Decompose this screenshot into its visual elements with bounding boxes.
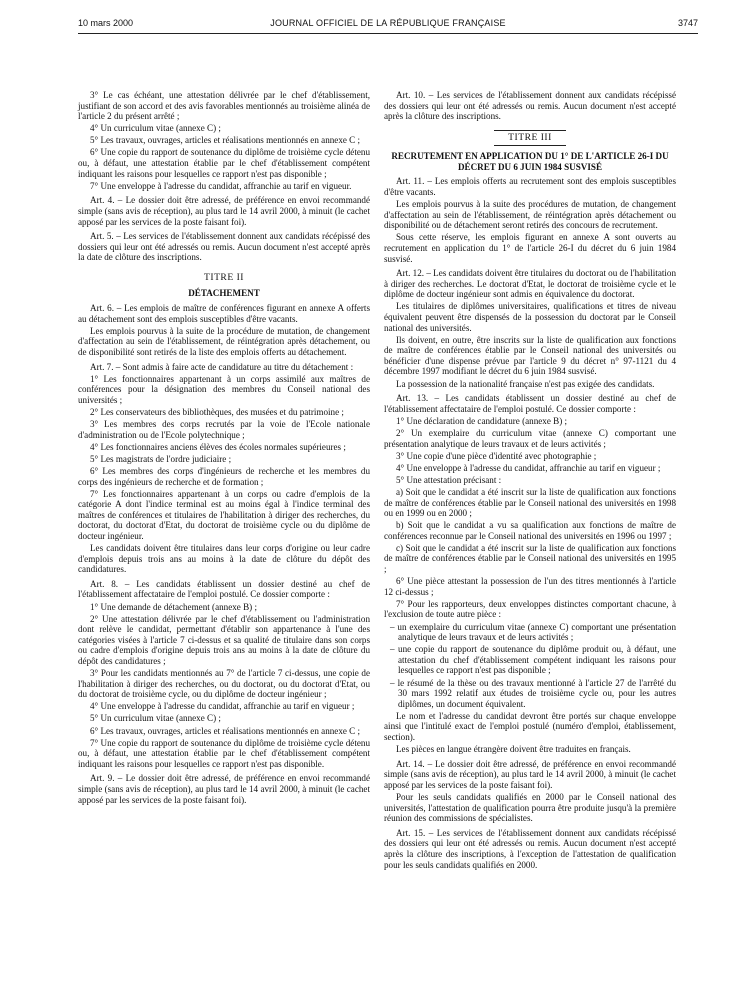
article-10: Art. 10. – Les services de l'établissement donnent aux candidats récépissé des dossiers qui leur ont été adressés ou remis. Aucun document n'est accepté après la clôture des inscriptions.: [384, 90, 676, 122]
paragraph: 1° Les fonctionnaires appartenant à un corps assimilé aux maîtres de conférences pour la désignation des membres du Conseil national des universités ;: [78, 373, 370, 405]
paragraph: a) Soit que le candidat a été inscrit sur la liste de qualification aux fonctions de maître de conférences établie par le Conseil national des universités en 1998 ou en 1999 ou en 2000 ;: [384, 486, 676, 519]
paragraph: 1° Une demande de détachement (annexe B) ;: [90, 601, 257, 612]
article-9: Art. 9. – Le dossier doit être adressé, de préférence en envoi recommandé simple (sans avis de réception), au plus tard le 14 avril 2000, à minuit (le cachet apposé par les services de la poste faisant foi).: [78, 773, 370, 805]
paragraph: 2° Un exemplaire du curriculum vitae (annexe C) comportant une présentation analytique de leurs travaux et de leurs activités ;: [384, 427, 676, 449]
right-column: [384, 90, 676, 872]
list-item: – le résumé de la thèse ou des travaux mentionné à l'article 27 de l'arrêté du 30 mars 1992 relatif aux études de troisième cycle ou, pour les autres diplômes, un document équivalent.: [390, 677, 676, 709]
article-7: Art. 7. – Sont admis à faire acte de candidature au titre du détachement :: [90, 361, 354, 372]
article-8: Art. 8. – Les candidats établissent un dossier destiné au chef de l'établissement affectataire de l'emploi postulé. Ce dossier comporte :: [78, 578, 370, 600]
article-5: Art. 5. – Les services de l'établissement donnent aux candidats récépissé des dossiers qui leur ont été adressés ou remis. Aucun document n'est accepté après la date de clôture des inscriptions.: [78, 231, 370, 263]
article-13: Art. 13. – Les candidats établissent un dossier destiné au chef de l'établissement affectataire de l'emploi postulé. Ce dossier comporte :: [384, 393, 676, 414]
header-page-number: 3747: [677, 18, 698, 28]
list-item: – une copie du rapport de soutenance du diplôme produit ou, à défaut, une attestation du chef d'établissement compétent indiquant les raisons pour lesquelles ce rapport n'est pas disponible ;: [390, 644, 676, 676]
article-12: Art. 12. – Les candidats doivent être titulaires du doctorat ou de l'habilitation à diriger des recherches. Le doctorat d'Etat, le doctorat de troisième cycle et le diplôme de docteur ingénieur sont admis en équivalence du doctorat.: [384, 268, 676, 300]
paragraph: Pour les seuls candidats qualifiés en 2000 par le Conseil national des universités, l'attestation de qualification pourra être produite jusqu'à la première réunion des commissions de spécialistes.: [384, 791, 676, 824]
paragraph: 3° Le cas échéant, une attestation délivrée par le chef d'établissement, justifiant de son accord et des avis favorables mentionnés au troisième alinéa de l'article 2 du présent arrêté ;: [78, 90, 370, 122]
paragraph: 5° Les travaux, ouvrages, articles et réalisations mentionnés en annexe C ;: [90, 135, 361, 146]
paragraph: 2° Une attestation délivrée par le chef d'établissement ou l'administration dont relève le candidat, permettant d'établir son appartenance à l'une des catégories visées à l'article 7 ci-dessus et sa qualité de titulaire dans son corps ou cadre d'emplois d'origine depuis trois ans au moins à la date de clôture du dépôt des candidatures ;: [78, 613, 370, 666]
paragraph: 6° Une copie du rapport de soutenance du diplôme de troisième cycle détenu ou, à défaut, une attestation établie par le chef d'établissement compétent indiquant les raisons pour lesquelles ce rapport n'est pas disponible ;: [78, 147, 370, 179]
header-date: 10 mars 2000: [78, 18, 134, 28]
article-11: Art. 11. – Les emplois offerts au recrutement sont des emplois susceptibles d'être vacants.: [384, 176, 676, 197]
paragraph: 3° Pour les candidats mentionnés au 7° de l'article 7 ci-dessus, une copie de l'habilitation à diriger des recherches, ou du doctorat, ou du doctorat d'Etat, ou du doctorat de troisième cycle, ou du diplôme de docteur ingénieur ;: [78, 668, 370, 700]
paragraph: Les candidats doivent être titulaires dans leur corps d'origine ou leur cadre d'emplois depuis trois ans au moins à la date de clôture du dépôt des candidatures.: [78, 543, 370, 575]
paragraph: 6° Les travaux, ouvrages, articles et réalisations mentionnés en annexe C ;: [90, 725, 361, 736]
paragraph: Ils doivent, en outre, être inscrits sur la liste de qualification aux fonctions de maître de conférences établie par le Conseil national des universités ou bénéficier d'une dispense prévue par l'article 9 du décret n° 97-1121 du 4 décembre 1997 modifiant le décret du 6 juin 1984 susvisé.: [384, 334, 676, 377]
titre-ii: TITRE II: [204, 271, 244, 283]
article-4: Art. 4. – Le dossier doit être adressé, de préférence en envoi recommandé simple (sans avis de réception), au plus tard le 14 avril 2000, à minuit (le cachet apposé par les services de la poste faisant foi).: [78, 195, 370, 227]
paragraph: b) Soit que le candidat a vu sa qualification aux fonctions de maître de conférences reconnue par le Conseil national des universités en 1996 ou 1997 ;: [384, 520, 676, 541]
header-journal-title: JOURNAL OFFICIEL DE LA RÉPUBLIQUE FRANÇAISE: [270, 18, 506, 28]
left-column: [78, 90, 370, 807]
page-header: [78, 15, 698, 34]
paragraph: 4° Un curriculum vitae (annexe C) ;: [90, 123, 221, 134]
section-recrutement: RECRUTEMENT EN APPLICATION DU 1° DE L'ARTICLE 26-I DU DÉCRET DU 6 JUIN 1984 SUSVISÉ: [391, 151, 669, 172]
paragraph: Les pièces en langue étrangère doivent être traduites en français.: [396, 744, 631, 755]
paragraph: 1° Une déclaration de candidature (annexe B) ;: [396, 415, 568, 426]
paragraph: 3° Une copie d'une pièce d'identité avec photographie ;: [396, 450, 597, 461]
paragraph: 3° Les membres des corps recrutés par la voie de l'Ecole nationale d'administration ou de l'Ecole polytechnique ;: [78, 419, 370, 440]
paragraph: 4° Les fonctionnaires anciens élèves des écoles normales supérieures ;: [90, 441, 346, 452]
article-15: Art. 15. – Les services de l'établissement donnent aux candidats récépissé des dossiers qui leur ont été adressés ou remis. Aucun document n'est accepté après la clôture des inscriptions, à l'exception de l'attestation de qualification pour les seuls candidats qualifiés en 2000.: [384, 827, 676, 870]
paragraph: 4° Une enveloppe à l'adresse du candidat, affranchie au tarif en vigueur ;: [396, 462, 661, 473]
list-item: – un exemplaire du curriculum vitae (annexe C) comportant une présentation analytique de leurs travaux et de leurs activités ;: [390, 621, 676, 643]
paragraph: 6° Les membres des corps d'ingénieurs de recherche et les membres du corps des ingénieurs de recherche et de formation ;: [78, 465, 370, 487]
paragraph: 7° Les fonctionnaires appartenant à un corps ou cadre d'emplois de la catégorie A dont l'indice terminal est au moins égal à l'indice terminal des maîtres de conférences et titulaires de l'habilitation à diriger des recherches, du doctorat, du doctorat d'Etat, du doctorat de troisième cycle ou du diplôme de docteur ingénieur.: [78, 488, 370, 541]
paragraph: 5° Les magistrats de l'ordre judiciaire ;: [90, 453, 232, 464]
titre-iii: TITRE III: [494, 130, 566, 147]
titre-iii-box: [384, 130, 676, 147]
paragraph: Les emplois pourvus à la suite des procédures de mutation, de changement d'affectation au sein de l'établissement, de réintégration après détachement ou disponibilité ou de détachement seront retirés des concours de recrutement.: [384, 199, 676, 231]
paragraph: 2° Les conservateurs des bibliothèques, des musées et du patrimoine ;: [90, 406, 344, 417]
paragraph: 7° Pour les rapporteurs, deux enveloppes distinctes comportant chacune, à l'exclusion de toute autre pièce :: [384, 598, 676, 620]
section-detachement: DÉTACHEMENT: [188, 287, 260, 298]
paragraph: 4° Une enveloppe à l'adresse du candidat, affranchie au tarif en vigueur ;: [90, 701, 355, 712]
paragraph: Le nom et l'adresse du candidat devront être portés sur chaque enveloppe ainsi que l'intitulé exact de l'emploi postulé (numéro d'emploi, établissement, section).: [384, 710, 676, 742]
paragraph: La possession de la nationalité française n'est pas exigée des candidats.: [396, 378, 655, 389]
paragraph: Les titulaires de diplômes universitaires, qualifications et titres de niveau équivalent peuvent être dispensés de la possession du doctorat par le Conseil national des universités.: [384, 301, 676, 333]
paragraph: 7° Une copie du rapport de soutenance du diplôme de troisième cycle détenu ou, à défaut, une attestation établie par le chef d'établissement compétent indiquant les raisons pour lesquelles ce rapport n'est pas disponible.: [78, 737, 370, 769]
paragraph: 6° Une pièce attestant la possession de l'un des titres mentionnés à l'article 12 ci-dessus ;: [384, 576, 676, 597]
paragraph: c) Soit que le candidat a été inscrit sur la liste de qualification aux fonctions de maître de conférences établie par le Conseil national des universités en 1995 ;: [384, 542, 676, 575]
paragraph: 5° Une attestation précisant :: [396, 474, 502, 485]
paragraph: 5° Un curriculum vitae (annexe C) ;: [90, 713, 221, 724]
paragraph: Sous cette réserve, les emplois figurant en annexe A sont ouverts au recrutement en application du 1° de l'article 26-I du décret du 6 juin 1984 susvisé.: [384, 232, 676, 264]
article-14: Art. 14. – Le dossier doit être adressé, de préférence en envoi recommandé simple (sans avis de réception), au plus tard le 14 avril 2000, à minuit (le cachet apposé par les services de la poste faisant foi).: [384, 758, 676, 790]
paragraph: Les emplois pourvus à la suite de la procédure de mutation, de changement d'affectation au sein de l'établissement, de réintégration après détachement, ou de disponibilité sont retirés de la liste des emplois offerts au détachement.: [78, 325, 370, 357]
article-6: Art. 6. – Les emplois de maître de conférences figurant en annexe A offerts au détachement sont des emplois susceptibles d'être vacants.: [78, 303, 370, 324]
paragraph: 7° Une enveloppe à l'adresse du candidat, affranchie au tarif en vigueur.: [90, 180, 352, 191]
